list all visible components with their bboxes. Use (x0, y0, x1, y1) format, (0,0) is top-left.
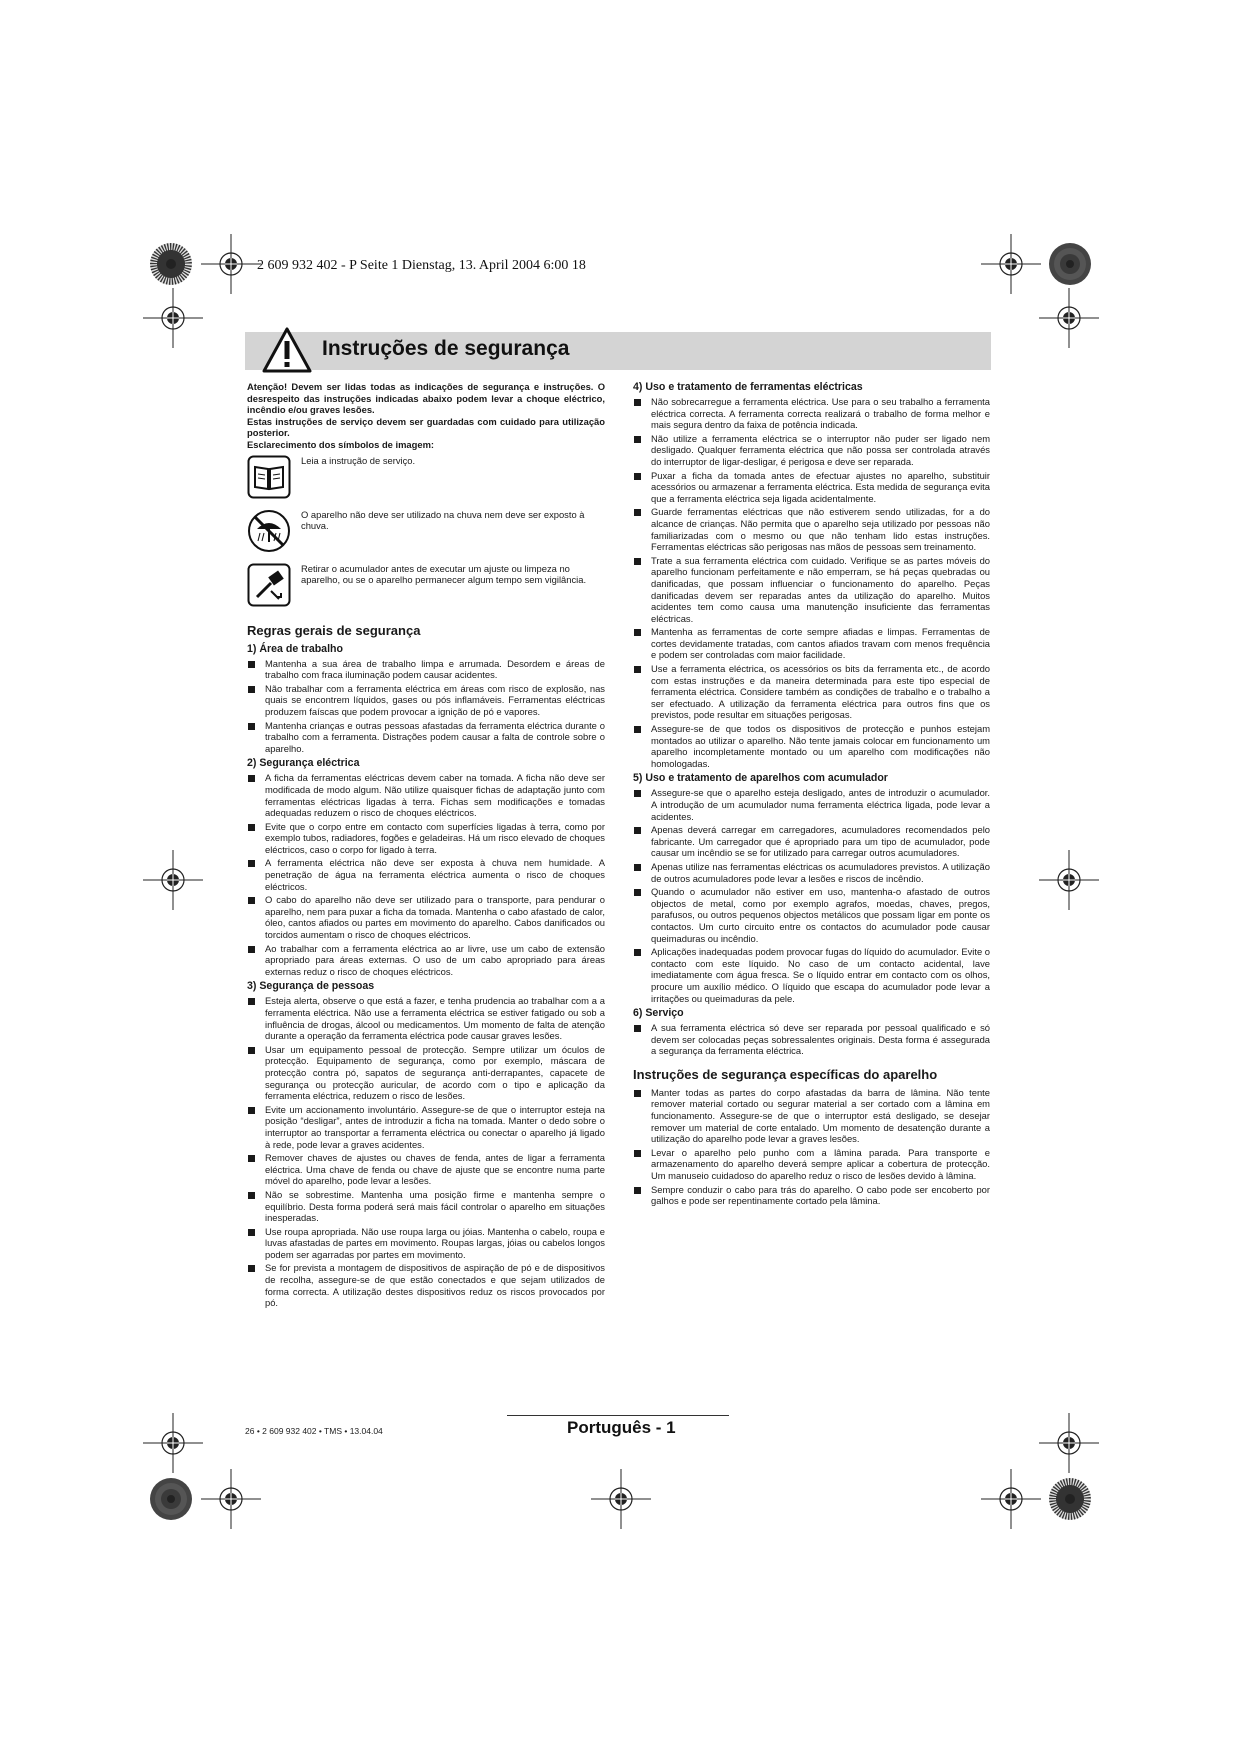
warning-triangle-icon (262, 327, 312, 378)
registration-mark-bottom-right (981, 1469, 1041, 1529)
subsection-heading: 1) Área de trabalho (247, 642, 343, 655)
intro-paragraph: Esclarecimento dos símbolos de imagem: (247, 438, 435, 450)
symbol-row (247, 455, 605, 505)
subsection-heading: 3) Segurança de pessoas (247, 980, 375, 993)
bullet-list (633, 787, 990, 1004)
section-heading-general: Regras gerais de segurança (247, 622, 421, 638)
registration-mark-top-left (201, 234, 261, 294)
registration-mark-top-right (981, 234, 1041, 294)
intro-paragraph: Estas instruções de serviço devem ser guardadas com cuidado para utilização posterior. (247, 415, 605, 439)
list-item: Quando o acumulador não estiver em uso, mantenha-o afastado de outros objectos de metal, como por exemplo agrafos, moedas, chaves, pregos, parafusos, ou outros pequenos objectos metálicos que possam ligar em ponte os contactos. Um curto circuito entre os contactos do acumulador pode causar queimaduras ou incêndio. (633, 886, 990, 944)
list-item: Apenas utilize nas ferramentas eléctricas os acumuladores previstos. A utilização de outros acumuladores pode levar a lesões e riscos de incêndio. (633, 861, 990, 884)
remove-battery-icon (247, 563, 291, 607)
list-item: Sempre conduzir o cabo para trás do aparelho. O cabo pode ser encoberto por galhos e pode ser repentinamente cortado pela lâmina. (633, 1184, 990, 1207)
list-item: A sua ferramenta eléctrica só deve ser reparada por pessoal qualificado e só devem ser colocadas peças sobressalentes originais. Desta forma é assegurada a segurança da ferramenta eléctrica. (633, 1022, 990, 1057)
registration-mark-right-middle (1039, 850, 1099, 910)
intro-warning (247, 381, 605, 451)
list-item: Aplicações inadequadas podem provocar fugas do líquido do acumulador. Evite o contacto com este líquido. No caso de um contacto acidental, lave imediatamente com água fresca. Se o líquido entrar em contacto com os olhos, procure um auxílio médico. O líquido que escapa do acumulador pode levar a irritações ou queimaduras da pele. (633, 946, 990, 1004)
bullet-list (247, 772, 605, 977)
list-item: Puxar a ficha da tomada antes de efectuar ajustes no aparelho, substituir acessórios ou armazenar a ferramenta eléctrica. Esta medida de segurança evita que a ferramenta eléctrica seja ligada acidentalmente. (633, 470, 990, 505)
list-item: Remover chaves de ajustes ou chaves de fenda, antes de ligar a ferramenta eléctrica. Uma chave de fenda ou chave de ajuste que se encontre numa parte móvel do aparelho, pode levar a lesões. (247, 1152, 605, 1187)
list-item: Evite que o corpo entre em contacto com superfícies ligadas à terra, como por exemplo tubos, radiadores, fogões e geladeiras. Há um risco elevado de choques eléctricos, caso o corpo for ligado à terra. (247, 821, 605, 856)
symbol-description: Leia a instrução de serviço. (301, 454, 416, 466)
list-item: Usar um equipamento pessoal de protecção. Sempre utilizar um óculos de protecção. Equipamento de segurança, como por exemplo, máscara de protecção contra pó, sapatos de segurança anti-derrapantes, capacete de segurança ou protecção auricular, de acordo com o tipo e aplicação da ferramenta eléctrica, reduzem o risco de lesões. (247, 1044, 605, 1102)
calibration-wheel-top-left (149, 242, 193, 286)
registration-mark-left-top (143, 288, 203, 348)
calibration-wheel-bottom-left (149, 1477, 193, 1521)
bullet-list (247, 658, 605, 755)
symbol-row (247, 563, 605, 613)
list-item: Evite um accionamento involuntário. Assegure-se de que o interruptor esteja na posição “desligar”, antes de introduzir a ficha na tomada. Manter o dedo sobre o interruptor ao transportar a ferramenta eléctrica ou conectar o aparelho já ligado à rede, pode levar a graves acidentes. (247, 1104, 605, 1150)
bullet-list (633, 396, 990, 769)
subsection-heading: 5) Uso e tratamento de aparelhos com acumulador (633, 772, 888, 785)
list-item: A ficha da ferramentas eléctricas devem caber na tomada. A ficha não deve ser modificada de modo algum. Não utilize quaisquer fichas de adaptação junto com ferramentas eléctricas ligadas à terra. Fichas sem modificações e tomadas adequadas reduzem o risco de choques eléctricos. (247, 772, 605, 818)
list-item: Não se sobrestime. Mantenha uma posição firme e mantenha sempre o equilíbrio. Desta forma poderá será mais fácil controlar o aparelho em situações inesperadas. (247, 1189, 605, 1224)
no-rain-icon (247, 509, 291, 553)
list-item: Não utilize a ferramenta eléctrica se o interruptor não puder ser ligado nem desligado. Qualquer ferramenta eléctrica que não possa ser controlada através do interruptor de ligar-desligar, é perigosa e deve ser reparada. (633, 433, 990, 468)
right-column (633, 381, 990, 1209)
list-item: Guarde ferramentas eléctricas que não estiverem sendo utilizadas, for a do alcance de crianças. Não permita que o aparelho seja utilizado por pessoas não familiarizadas com o mesmo ou que não tenham lido estas instruções. Ferramentas eléctricas são perigosas nas mãos de pessoas sem treinamento. (633, 506, 990, 552)
list-item: O cabo do aparelho não deve ser utilizado para o transporte, para pendurar o aparelho, nem para puxar a ficha da tomada. Mantenha o cabo afastado de calor, óleo, cantos afiados ou partes em movimento do aparelho. Cabos danificados ou torcidos aumentam o risco de choques eléctricos. (247, 894, 605, 940)
calibration-wheel-bottom-right (1048, 1477, 1092, 1521)
registration-mark-left-bottom (143, 1413, 203, 1473)
list-item: Use a ferramenta eléctrica, os acessórios os bits da ferramenta etc., de acordo com estas instruções e da maneira determinada para este tipo especial de ferramenta eléctrica. Considere também as condições de trabalho e o trabalho a ser efectuado. A utilização da ferramenta eléctrica para outros fins que os previstos, pode resultar em situações perigosas. (633, 663, 990, 721)
subsection-heading: 4) Uso e tratamento de ferramentas eléctricas (633, 381, 863, 393)
list-item: Não sobrecarregue a ferramenta eléctrica. Use para o seu trabalho a ferramenta eléctrica correcta. A ferramenta correcta realizará o trabalho de forma melhor e mais segura dentro da faixa de potência indicada. (633, 396, 990, 431)
list-item: Mantenha crianças e outras pessoas afastadas da ferramenta eléctrica durante o trabalho com a ferramenta. Distrações podem causar a falta de controle sobre o aparelho. (247, 720, 605, 755)
subsection-heading: 6) Serviço (633, 1007, 684, 1020)
list-item: Manter todas as partes do corpo afastadas da barra de lâmina. Não tente remover material cortado ou segurar material a ser cortado com a lâmina em funcionamento. Assegure-se de que o interruptor está desligado, se desejar remover um material de corte entalado. Um momento de desatenção durante a utilização do aparelho pode levar a graves lesões. (633, 1087, 990, 1145)
section-heading-specific: Instruções de segurança específicas do aparelho (633, 1066, 938, 1082)
bullet-list (633, 1087, 990, 1207)
list-item: Use roupa apropriada. Não use roupa larga ou jóias. Mantenha o cabelo, roupa e luvas afastadas de partes em movimento. Roupas largas, jóias ou cabelos longos podem ser agarradas por partes em movimento. (247, 1226, 605, 1261)
print-slug-line: 2 609 932 402 - P Seite 1 Dienstag, 13. April 2004 6:00 18 (257, 258, 586, 273)
list-item: Trate a sua ferramenta eléctrica com cuidado. Verifique se as partes móveis do aparelho funcionam perfeitamente e não emperram, se há peças quebradas ou danificadas, que possam influenciar o funcionamento do aparelho. Peças danificadas devem ser reparadas antes da utilização do aparelho. Muitos acidentes tem como causa uma manutenção insuficiente das ferramentas eléctricas. (633, 555, 990, 625)
list-item: Não trabalhar com a ferramenta eléctrica em áreas com risco de explosão, nas quais se encontrem líquidos, gases ou pós inflamáveis. Ferramentas eléctricas produzem faíscas que podem provocar a ignição de pó e vapores. (247, 683, 605, 718)
registration-mark-bottom-center (591, 1469, 651, 1529)
list-item: Mantenha as ferramentas de corte sempre afiadas e limpas. Ferramentas de cortes devidamente tratadas, com cantos afiados travam com menos frequência e podem ser controladas com maior facilidade. (633, 626, 990, 661)
list-item: Assegure-se que o aparelho esteja desligado, antes de introduzir o acumulador. A introdução de um acumulador numa ferramenta eléctrica ligada, pode levar a acidentes. (633, 787, 990, 822)
left-column (247, 381, 605, 1311)
footer-print-code: 26 • 2 609 932 402 • TMS • 13.04.04 (245, 1426, 383, 1436)
list-item: Levar o aparelho pelo punho com a lâmina parada. Para transporte e armazenamento do aparelho deverá sempre aplicar a cobertura de protecção. Um manuseio cuidadoso do aparelho reduz o risco de lesões devido à lâmina. (633, 1147, 990, 1182)
bullet-list (247, 995, 605, 1308)
list-item: Esteja alerta, observe o que está a fazer, e tenha prudencia ao trabalhar com a a ferramenta eléctrica. Não use a ferramenta eléctrica se estiver fatigado ou sob a influência de drogas, álcool ou medicamentos. Um momento de falta de atenção durante a operação da ferramenta eléctrica pode causar graves lesões. (247, 995, 605, 1041)
symbol-description: O aparelho não deve ser utilizado na chuva nem deve ser exposto à chuva. (301, 508, 585, 532)
book-icon (247, 455, 291, 499)
bullet-list (633, 1022, 990, 1057)
list-item: Assegure-se de que todos os dispositivos de protecção e punhos estejam montados ao utilizar o aparelho. Não tente jamais colocar em funcionamento um aparelho incompletamente montado ou um aparelho com modificações não homologadas. (633, 723, 990, 769)
calibration-wheel-top-right (1048, 242, 1092, 286)
page-title: Instruções de segurança (322, 337, 570, 360)
list-item: Apenas deverá carregar em carregadores, acumuladores recomendados pelo fabricante. Um carregador que é apropriado para um tipo de acumulador, pode causar um incêndio se se for utilizado para carregar outros acumuladores. (633, 824, 990, 859)
list-item: Mantenha a sua área de trabalho limpa e arrumada. Desordem e áreas de trabalho com fraca iluminação podem causar acidentes. (247, 658, 605, 681)
registration-mark-right-top (1039, 288, 1099, 348)
registration-mark-left-middle (143, 850, 203, 910)
symbol-description: Retirar o acumulador antes de executar um ajuste ou limpeza no aparelho, ou se o aparelho permanecer algum tempo sem vigilância. (301, 562, 587, 586)
registration-mark-right-bottom (1039, 1413, 1099, 1473)
subsection-heading: 2) Segurança eléctrica (247, 757, 360, 770)
symbol-row (247, 509, 605, 559)
list-item: Se for prevista a montagem de dispositivos de aspiração de pó e de dispositivos de recolha, assegure-se de que estão conectados e que sejam utilizados de forma correcta. A utilização destes dispositivos reduz os riscos provocados por pó. (247, 1262, 605, 1308)
list-item: Ao trabalhar com a ferramenta eléctrica ao ar livre, use um cabo de extensão apropriado para áreas externas. O uso de um cabo apropriado para áreas externas reduz o risco de choques eléctricos. (247, 943, 605, 978)
footer-language-page: Português - 1 (567, 1418, 676, 1437)
registration-mark-bottom-left (201, 1469, 261, 1529)
footer-rule (507, 1415, 729, 1416)
intro-paragraph: Atenção! Devem ser lidas todas as indicações de segurança e instruções. O desrespeito das instruções indicadas abaixo podem levar a choque eléctrico, incêndio e/ou graves lesões. (247, 381, 605, 416)
list-item: A ferramenta eléctrica não deve ser exposta à chuva nem humidade. A penetração de água na ferramenta eléctrica aumenta o risco de choques eléctricos. (247, 857, 605, 892)
